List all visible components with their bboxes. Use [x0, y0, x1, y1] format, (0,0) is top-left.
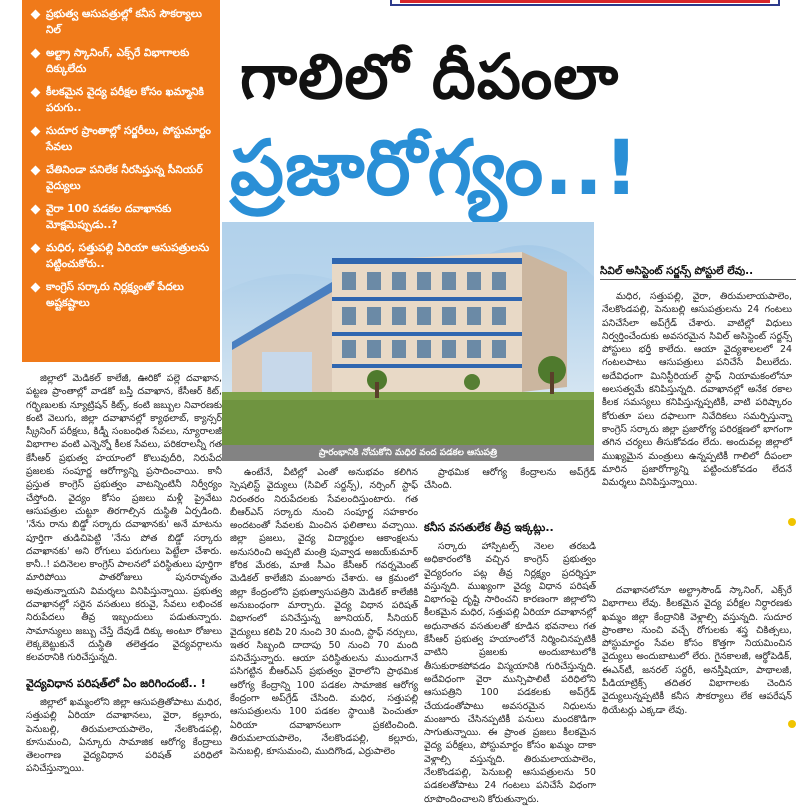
subhead-civil-surgeons: సివిల్ అసిస్టెంట్ సర్జన్స్ పోస్టులే లేవు..: [600, 262, 796, 280]
headline-line-2: ప్రజారోగ్యం..!: [230, 123, 640, 212]
highlight-item: అల్ట్రా స్కానింగ్, ఎక్స్‌రే విభాగాలకు దిక్కులేదు: [30, 45, 214, 77]
diamond-bullet-icon: [31, 205, 41, 215]
article-column-2: ఉంటేనే, వీటిల్లో ఎంతో అనుభవం కలిగిన స్పెషలిస్ట్ వైద్యులు (సివిల్ సర్జన్స్), నర్సింగ్ స్టాఫ్ నిరంతరం నిరుపేదలకు సేవలందిస్తుంటారు. గత బీఆర్ఎస్ సర్కారు నుంచి సంపూర్ణ సహకారం అందటంతో సేవలకు మించిన ఫలితాలు వచ్చాయి. జిల్లా ప్రజలు, వైద్య విద్యార్థుల ఆకాంక్షలను అనుసరించి అప్పటి మంత్రి పువ్వాడ అజయ్‌కుమార్ కోరిక మేరకు, మాజీ సీఎం కేసీఆర్ గవర్నమెంట్ మెడికల్ కాలేజీని మంజూరు చేశారు. ఆ క్రమంలో జిల్లా కేంద్రంలోని ప్రభుత్వాసుపత్రిని మెడికల్ కాలేజీకి అనుబంధంగా మార్చారు. వైద్య విధాన పరిషత్ విభాగంలో పనిచేస్తున్న జూనియర్, సీనియర్ వైద్యులు కలిపి 20 నుంచి 30 మంది, స్టాఫ్ నర్సులు, ఇతర సిబ్బంది దాదాపు 50 నుంచి 70 మంది పనిచేస్తున్నారు. ఆయా పరిస్థితులను ముందుగానే పసిగట్టిన బీఆర్ఎస్ ప్రభుత్వం వైరాలోని ప్రాథమిక ఆరోగ్య కేంద్రాన్ని 100 పడకల సామాజిక ఆరోగ్య కేంద్రంగా అప్‌గ్రేడ్ చేసింది. మధిర, సత్తుపల్లి ఆసుపత్రులను 100 పడకల స్థాయికి పెంచుతూ ఏరియా దవాఖానలుగా ప్రకటించింది. తిరుమలాయపాలెం, నేలకొండపల్లి, కల్లూరు, పెనుబల్లి, కూసుమంచి, ముదిగొండ, ఎర్రుపాలెం: [230, 467, 418, 758]
highlight-item: మధిర, సత్తుపల్లి ఏరియా ఆసుపత్రులను పట్టించుకోరు..: [30, 240, 214, 272]
top-frame-accent: [400, 0, 770, 3]
subhead-lack-of-facilities: కనీస వసతులేక తీవ్ర ఇక్కట్లు..: [424, 521, 554, 534]
highlight-item: వైరా 100 పడకల దవాఖానకు మోక్షమెప్పుడు..?: [30, 201, 214, 233]
diamond-bullet-icon: [31, 49, 41, 59]
highlights-sidebar: [22, 0, 220, 362]
article-column-3: ప్రాథమిక ఆరోగ్య కేంద్రాలను అప్‌గ్రేడ్ చేసింది.: [424, 467, 596, 492]
yellow-dot-marker: [788, 720, 796, 728]
highlight-item: కాంగ్రెస్ సర్కారు నిర్లక్ష్యంతో పేదలు అష్టకష్టాలు: [30, 279, 214, 311]
article-column-4-cont: దవాఖానలోనూ అల్ట్రాసౌండ్ స్కానింగ్, ఎక్స్‌రే విభాగాలు లేవు. కీలకమైన వైద్య పరీక్షల నిర్ధారణకు ఖమ్మం జిల్లా కేంద్రానికి వెళ్లాల్సి వస్తున్నది. సుదూర ప్రాంతాల నుంచి వచ్చే రోగులకు శస్త్ర చికిత్సలు, పోస్టుమార్టం సేవల కోసం కొత్తగా నియమించిన వైద్యులు అందుబాటులో లేరు. గైనకాలజీ, ఆర్థోపెడిక్, ఈఎన్‌టీ, జనరల్ సర్జరీ, అనస్తీషియా, పాథాలజీ, పీడియాట్రిక్స్ తదితర విభాగాలకు చెందిన వైద్యులున్నప్పటికీ కనీస సౌకర్యాలు లేక ఆపరేషన్ థియేటర్లు ఎక్కడా లేవు.: [602, 585, 792, 716]
hospital-photo: [222, 222, 594, 445]
article-column-4: మధిర, సత్తుపల్లి, వైరా, తిరుమలాయపాలెం, నేలకొండపల్లి, పెనుబల్లి ఆసుపత్రులను 24 గంటలు పనిచేసేలా అప్‌గ్రేడ్ చేశారు. వాటిల్లో విధులు నిర్వర్తించేందుకు అవసరమైన సివిల్ అసిస్టెంట్ సర్జన్స్ పోస్టులు భర్తీ కాలేదు. ఆయా వైద్యశాలలలో 24 గంటలపాటు ఆసుపత్రులు పనిచేసే వీలులేదు. అదేవిధంగా మినిస్టీరియల్ స్టాఫ్ నియామకంలోనూ అలసత్వమే కనిపిస్తున్నది. దవాఖానల్లో అనేక రకాల కీలక సమస్యలు కనిపిస్తున్నప్పటికీ, వాటి పరిష్కారం కోరుతూ పలు దఫాలుగా నివేదికలు సమర్పిస్తున్నా కాంగ్రెస్ సర్కారు జిల్లా ప్రజారోగ్య పరిరక్షణలో భాగంగా తగిన చర్యలు తీసుకోవడం లేదు. అందువల్ల జిల్లాలో ముఖ్యమైన మంత్రులు ఉన్నప్పటికీ గాలిలో దీపంలా మారిన ప్రజారోగ్యాన్ని పట్టించుకోవడం లేదనే విమర్శలు వినిపిస్తున్నాయి.: [602, 291, 792, 489]
diamond-bullet-icon: [31, 166, 41, 176]
diamond-bullet-icon: [31, 127, 41, 137]
article-column-1: జిల్లాలో మెడికల్ కాలేజీ, ఊరికో పల్లె దవాఖాన, పట్టణ ప్రాంతాల్లో వాడకో బస్తీ దవాఖాన, కేసీఆర్ కిట్, గర్భిణులకు న్యూట్రిషన్ కిట్స్, కంటి జబ్బుల నివారణకు కంటి వెలుగు, జిల్లా దవాఖానల్లో క్యాథలాబ్, క్యాన్సర్ స్క్రీనింగ్ పరీక్షలు, కిడ్నీ సంబంధిత సేవలు, న్యూరాలజీ విభాగాల వంటి ఎన్నెన్నో కీలక సేవలు, పరికరాలన్నీ గత కేసీఆర్ ప్రభుత్వ హయాంలో కొలువుదీరి, నిరుపేద ప్రజలకు సంపూర్ణ ఆరోగ్యాన్ని ప్రసాదించాయి. కానీ ప్రస్తుత కాంగ్రెస్ ప్రభుత్వం వాటన్నింటినీ నిర్వీర్యం చేస్తోంది. వైద్యం కోసం ప్రజలు మళ్లీ ప్రైవేటు ఆసుపత్రుల చుట్టూ తిరగాల్సిన దుస్థితి ఏర్పడింది. 'నేను రాను బిడ్డో సర్కారు దవాఖానకు' అనే మాటను పూర్తిగా తుడిచిపెట్టి 'నేను పోత బిడ్డో సర్కారు దవాఖానకు' అని రోగులు పరుగులు పెట్టేలా చేశారు. కానీ..! పదినెలల కాంగ్రెస్ పాలనలో పరిస్థితులు పూర్తిగా మారిపోయి పాతరోజులు పునరావృతం అవుతున్నాయని విమర్శలు వినిపిస్తున్నాయి. ప్రభుత్వ దవాఖానల్లో సరైన వసతులు కరువై, సేవలు లభించక నిరుపేదలు తీవ్ర ఇబ్బందులు పడుతున్నారు. సామాన్యులు జబ్బు చేస్తే దేవుడే దిక్కు అంటూ రోజులు లెక్కబెట్టుకునే దుస్థితి తలెత్తడం వైద్యవర్గాలను కలవరానికి గురిచేస్తున్నది.: [26, 373, 222, 664]
diamond-bullet-icon: [31, 244, 41, 254]
yellow-dot-marker: [788, 518, 796, 526]
photo-caption: ప్రారంభానికి నోచుకోని మధిర వంద పడకల ఆసుపత్రి: [222, 445, 594, 461]
subhead-vaidya-vidhana: వైద్యవిధాన పరిషత్‌లో ఏం జరిగిందంటే.. !: [26, 677, 206, 690]
article-column-3-cont: సర్కారు హాస్పిటల్స్ నెలల తరబడి అధికారంలోకి వచ్చిన కాంగ్రెస్ ప్రభుత్వం వైద్యరంగం పట్ల తీవ్ర నిర్లక్ష్యం ప్రదర్శిస్తూ వస్తున్నది. ముఖ్యంగా వైద్య విధాన పరిషత్ విభాగంపై దృష్టి సారించని కారణంగా జిల్లాలోని కీలకమైన మధిర, సత్తుపల్లి ఏరియా దవాఖానల్లో అధునాతన వసతులతో కూడిన భవనాలు గత కేసీఆర్ ప్రభుత్వ హయాంలోనే నిర్మించినప్పటికీ వాటిని ప్రజలకు అందుబాటులోకి తీసుకురాకపోవడం విస్మయానికి గురిచేస్తున్నది. అదేవిధంగా వైరా మున్సిపాలిటీ పరిధిలోని ఆసుపత్రిని 100 పడకలకు అప్‌గ్రేడ్ చేయడంతోపాటు అవసరమైన నిధులను మంజూరు చేసినప్పటికీ పనులు మందకొడిగా సాగుతున్నాయి. ఈ ప్రాంత ప్రజలు కీలకమైన వైద్య పరీక్షలు, పోస్టుమార్టం కోసం ఖమ్మం దాకా వెళ్లాల్సి వస్తున్నది. తిరుమలాయపాలెం, నేలకొండపల్లి, పెనుబల్లి ఆసుపత్రులను 50 పడకలతోపాటు 24 గంటలు పనిచేసే విధంగా రూపొందించాలని కోరుతున్నారు.: [424, 541, 596, 805]
headline-line-1: గాలిలో దీపంలా: [240, 40, 620, 113]
diamond-bullet-icon: [31, 88, 41, 98]
highlight-item: ప్రభుత్వ ఆసుపత్రుల్లో కనీస సౌకర్యాలు నిల్: [30, 6, 214, 38]
highlight-item: సుదూర ప్రాంతాల్లో సర్జరీలు, పోస్టుమార్టం సేవలు: [30, 123, 214, 155]
hospital-building-illustration: [222, 222, 594, 445]
highlight-item: కీలకమైన వైద్య పరీక్షల కోసం ఖమ్మానికి పరుగు..: [30, 84, 214, 116]
highlight-item: చేతినిండా పనిలేక నీరసిస్తున్న సీనియర్ వైద్యులు: [30, 162, 214, 194]
article-column-1-cont: జిల్లాలో ఖమ్మంలోని జిల్లా ఆసుపత్రితోపాటు మధిర, సత్తుపల్లి ఏరియా దవాఖానలు, వైరా, కల్లూరు, పెనుబల్లి, తిరుమలాయపాలెం, నేలకొండపల్లి, కూసుమంచి, ఏన్కూరు సామాజిక ఆరోగ్య కేంద్రాలు తెలంగాణ వైద్యవిధాన పరిషత్ పరిధిలో పనిచేస్తున్నాయి.: [26, 697, 222, 775]
diamond-bullet-icon: [31, 283, 41, 293]
diamond-bullet-icon: [31, 10, 41, 20]
